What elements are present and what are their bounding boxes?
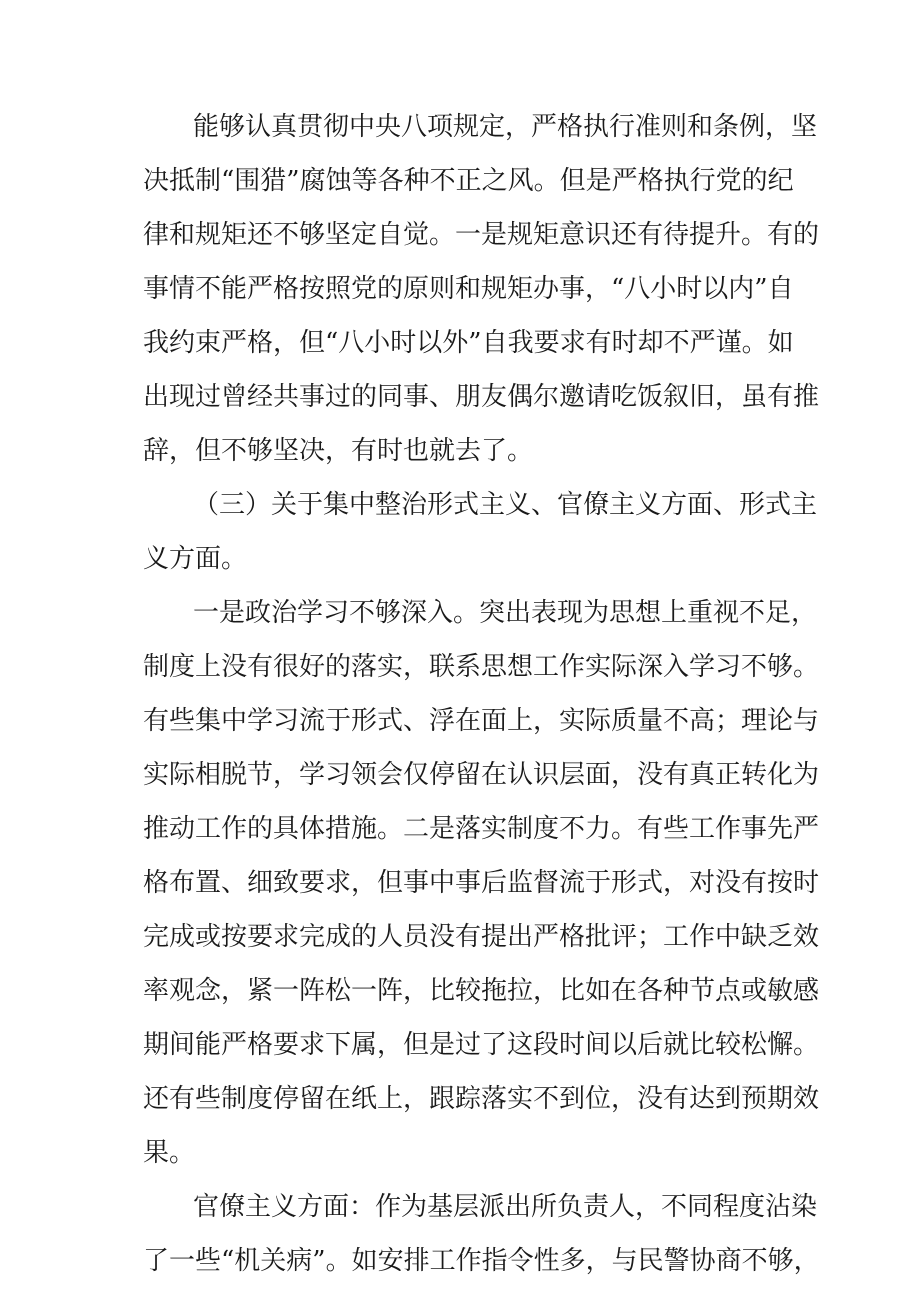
paragraph-line: 率观念，紧一阵松一阵，比较拖拉，比如在各种节点或敏感 (143, 976, 820, 1006)
paragraph-line: 期间能严格要求下属，但是过了这段时间以后就比较松懈。 (143, 1030, 820, 1060)
paragraph-line: 格布置、细致要求，但事中事后监督流于形式，对没有按时 (143, 868, 820, 898)
paragraph-line: 律和规矩还不够坚定自觉。一是规矩意识还有待提升。有的 (143, 220, 820, 250)
paragraph-line: 辞，但不够坚决，有时也就去了。 (143, 436, 534, 466)
paragraph-line: 完成或按要求完成的人员没有提出严格批评；工作中缺乏效 (143, 922, 820, 952)
paragraph-line: 决抵制“围猎”腐蚀等各种不正之风。但是严格执行党的纪 (143, 166, 794, 196)
section-heading-line: （三）关于集中整治形式主义、官僚主义方面、形式主 (193, 490, 818, 520)
paragraph-line: 果。 (143, 1138, 196, 1168)
paragraph-line: 制度上没有很好的落实，联系思想工作实际深入学习不够。 (143, 652, 820, 682)
paragraph-line: 官僚主义方面：作为基层派出所负责人，不同程度沾染 (193, 1192, 818, 1222)
paragraph-line: 出现过曾经共事过的同事、朋友偶尔邀请吃饭叙旧，虽有推 (143, 382, 820, 412)
paragraph-line: 实际相脱节，学习领会仅停留在认识层面，没有真正转化为 (143, 760, 820, 790)
paragraph-line: 一是政治学习不够深入。突出表现为思想上重视不足， (193, 598, 818, 628)
paragraph-line: 还有些制度停留在纸上，跟踪落实不到位，没有达到预期效 (143, 1084, 820, 1114)
paragraph-line: 能够认真贯彻中央八项规定，严格执行准则和条例，坚 (193, 112, 818, 142)
paragraph-line: 了一些“机关病”。如安排工作指令性多，与民警协商不够， (143, 1246, 820, 1276)
paragraph-line: 我约束严格，但“八小时以外”自我要求有时却不严谨。如 (143, 328, 794, 358)
section-heading-line: 义方面。 (143, 544, 248, 574)
paragraph-line: 事情不能严格按照党的原则和规矩办事，“八小时以内”自 (143, 274, 794, 304)
paragraph-line: 推动工作的具体措施。二是落实制度不力。有些工作事先严 (143, 814, 820, 844)
paragraph-line: 有些集中学习流于形式、浮在面上，实际质量不高；理论与 (143, 706, 820, 736)
